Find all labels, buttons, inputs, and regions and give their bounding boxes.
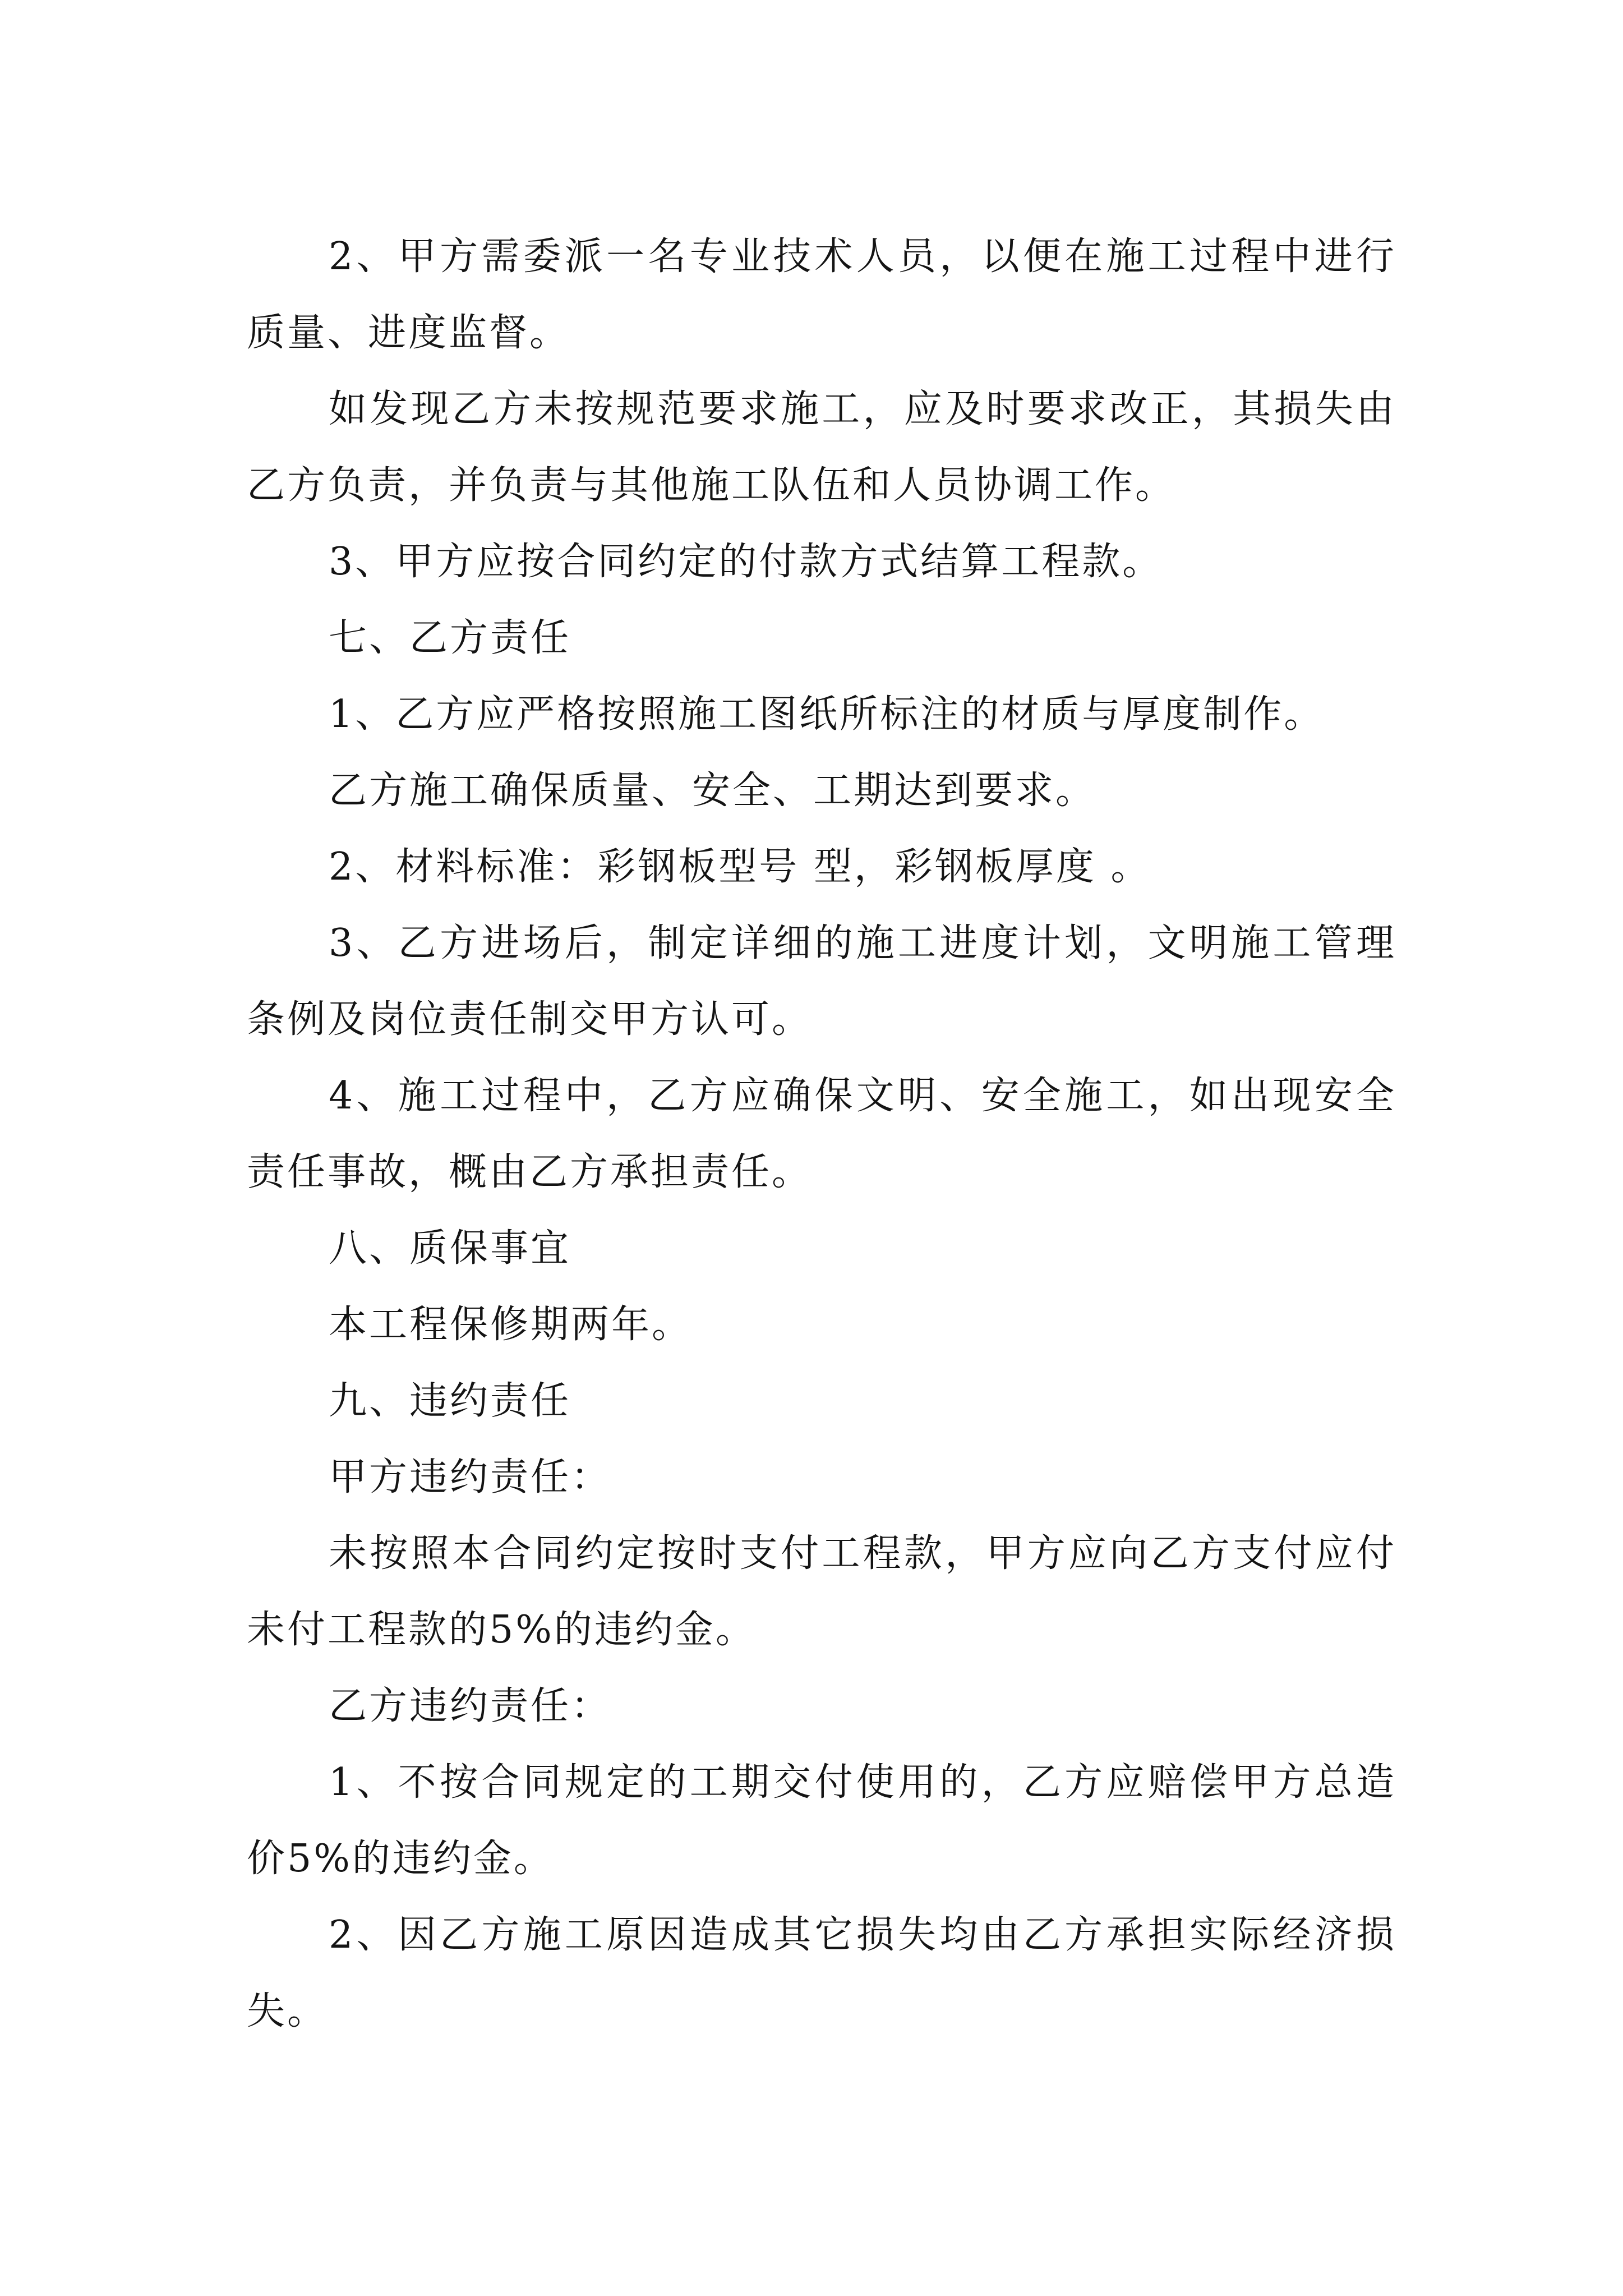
paragraph-clause-7-4: 4、施工过程中，乙方应确保文明、安全施工，如出现安全责任事故，概由乙方承担责任。 (247, 1074, 1396, 1194)
section-heading-9: 九、违约责任 (329, 1379, 571, 1423)
section-heading-8: 八、质保事宜 (329, 1226, 571, 1271)
paragraph-clause-9-1: 1、不按合同规定的工期交付使用的，乙方应赔偿甲方总造价5%的违约金。 (247, 1760, 1396, 1881)
paragraph-party-a-penalty: 未按照本合同约定按时支付工程款，甲方应向乙方支付应付未付工程款的5%的违约金。 (247, 1531, 1396, 1652)
paragraph-clause-6-2: 2、甲方需委派一名专业技术人员，以便在施工过程中进行质量、进度监督。 (247, 234, 1396, 355)
paragraph-quality-safety: 乙方施工确保质量、安全、工期达到要求。 (329, 769, 1096, 813)
document-body (247, 219, 1396, 2050)
section-heading-7: 七、乙方责任 (329, 616, 571, 660)
subheading-party-b-liability: 乙方违约责任： (329, 1684, 612, 1728)
paragraph-clause-9-2: 2、因乙方施工原因造成其它损失均由乙方承担实际经济损失。 (247, 1913, 1396, 2033)
paragraph-clause-7-1: 1、乙方应严格按照施工图纸所标注的材质与厚度制作。 (329, 692, 1325, 737)
paragraph-clause-6-3: 3、甲方应按合同约定的付款方式结算工程款。 (329, 540, 1163, 584)
paragraph-warranty-period: 本工程保修期两年。 (329, 1303, 693, 1347)
subheading-party-a-liability: 甲方违约责任： (329, 1455, 612, 1499)
paragraph-clause-7-2: 2、材料标准：彩钢板型号 型，彩钢板厚度 。 (329, 845, 1151, 889)
paragraph-rectification: 如发现乙方未按规范要求施工，应及时要求改正，其损失由乙方负责，并负责与其他施工队伍和人员协调工作。 (247, 387, 1396, 508)
paragraph-clause-7-3: 3、乙方进场后，制定详细的施工进度计划，文明施工管理条例及岗位责任制交甲方认可。 (247, 921, 1396, 1042)
